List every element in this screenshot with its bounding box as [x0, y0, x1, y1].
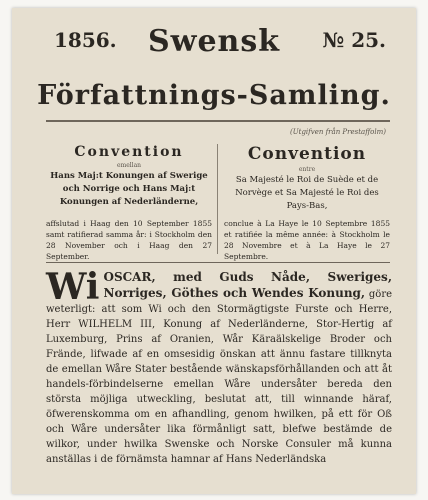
between-sv: emellan: [116, 162, 142, 169]
masthead: [12, 22, 416, 59]
convention-french-heading: [224, 144, 390, 213]
convention-swedish-heading: [46, 144, 212, 209]
convention-title-sv: Convention: [74, 144, 184, 160]
issue-year: 1856.: [54, 28, 117, 52]
publisher-note: (Utgifven från Prestaffolm): [290, 128, 386, 136]
section-rule: [46, 262, 390, 263]
signed-fr: conclue à La Haye le 10 Septembre 1855 et ratifiée la même année: à Stockholm le 28 Novembre et à La Haye le 27 Septembre.: [224, 219, 390, 261]
header-rule: [46, 120, 390, 122]
body-lead: OSCAR, med Guds Nåde, Sweriges, Norriges, Göthes och Wendes Konung,: [103, 270, 392, 300]
convention-title-fr: Convention: [247, 144, 367, 164]
issue-number: № 25.: [322, 28, 386, 52]
body-paragraph: [46, 266, 393, 467]
body-text: göre weterligt: att som Wi och den Stormägtigste Furste och Herre, Herr WILHELM III, Konung af Nederländerne, Stor-Hertig af Luxemburg, Prins af Oranien, Wår Käraälskelige Broder och Frände, lifwade af en omsesidig önskan att ännu fastare tillknyta de emellan Wåre Stater bestående wänskapsförhållanden och att åt handels-förbindelserne emellan Wåre undersåter bereda den största möjliga utweckling, beslutat att, till winnande häraf, öfwerenskomma om en afhandling, genom hwilken, på ett för Oß och Wåre undersåter lika förmånligt satt, blefwe bestämde de wilkor, under hwilka Swenske och Norske Consuler må kunna anställas i de förnämsta hamnar af Hans Nederländska: [46, 289, 393, 465]
masthead-title-line1: Swensk: [147, 24, 281, 59]
dropcap: Wi: [46, 266, 100, 308]
column-divider: [217, 144, 218, 254]
between-fr: entre: [298, 166, 316, 173]
document-page: [12, 8, 416, 494]
masthead-title-line2: Författnings-Samling.: [37, 80, 391, 111]
parties-sv: Hans Maj:t Konungen af Swerige och Norrige och Hans Maj:t Konungen af Nederländerne,: [50, 171, 208, 207]
parties-fr: Sa Majesté le Roi de Suède et de Norvège et Sa Majesté le Roi des Pays-Bas,: [235, 175, 379, 211]
signed-sv: affslutad i Haag den 10 September 1855 samt ratifierad samma år: i Stockholm den 28 November och i Haag den 27 September.: [46, 219, 212, 261]
